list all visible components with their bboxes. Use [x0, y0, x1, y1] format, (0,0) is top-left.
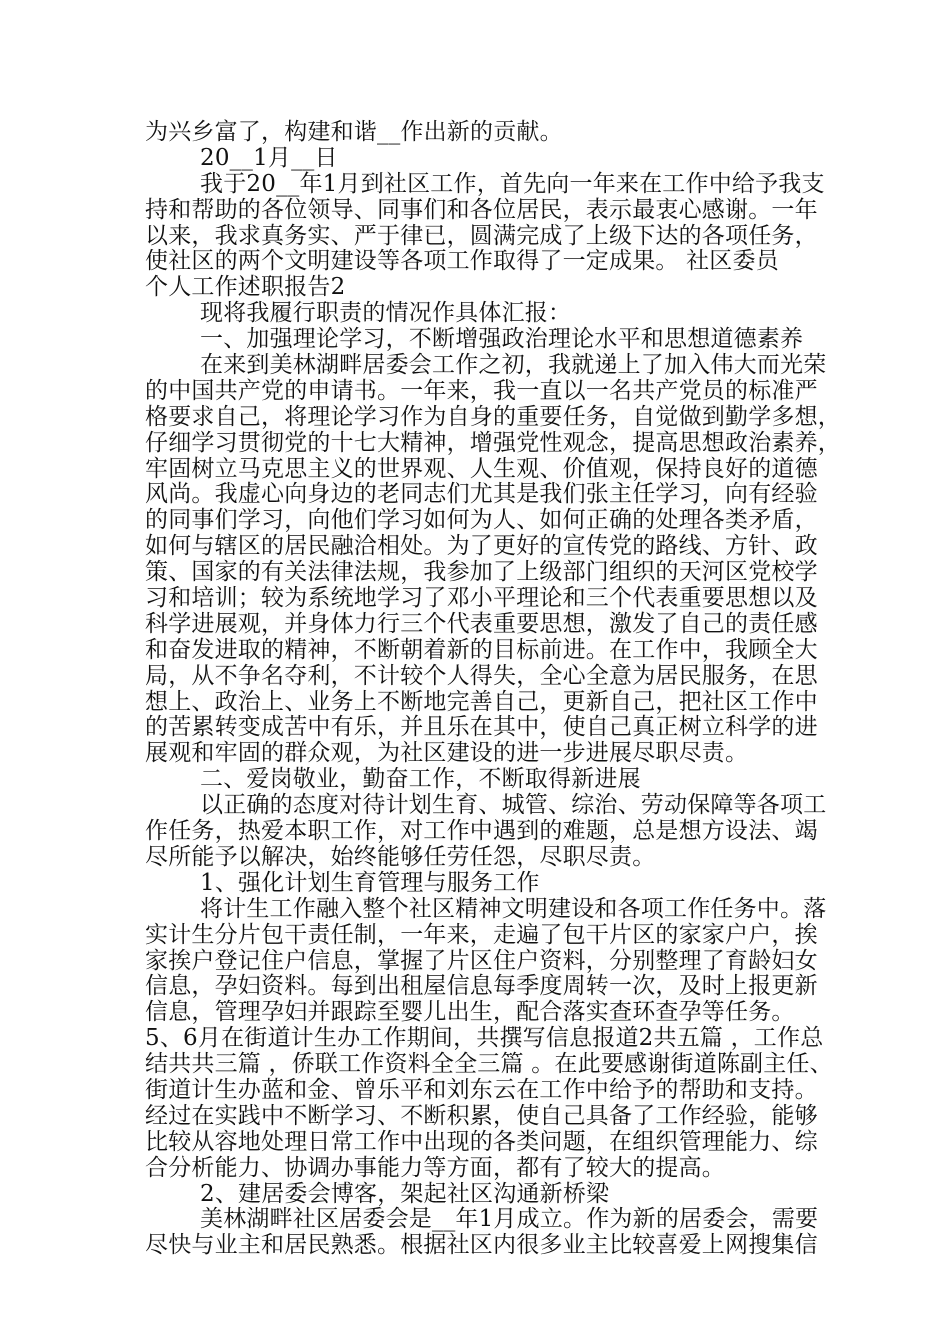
text-line: 20__1月__日 — [200, 144, 338, 171]
text-line: 策、国家的有关法律法规，我参加了上级部门组织的天河区党校学 — [145, 559, 818, 586]
text-line: 个人工作述职报告2 — [145, 274, 346, 301]
text-line: 经过在实践中不断学习、不断积累，使自己具备了工作经验，能够 — [145, 1102, 818, 1129]
text-line: 尽快与业主和居民熟悉。根据社区内很多业主比较喜爱上网搜集信 — [145, 1232, 818, 1259]
text-line: 使社区的两个文明建设等各项工作取得了一定成果。 社区委员 — [145, 248, 779, 275]
text-line: 牢固树立马克思主义的世界观、人生观、价值观，保持良好的道德 — [145, 455, 818, 482]
text-line: 的中国共产党的申请书。一年来，我一直以一名共产党员的标准严 — [145, 377, 818, 404]
text-line: 家挨户登记住户信息，掌握了片区住户资料，分别整理了育龄妇女 — [145, 947, 818, 974]
text-line: 5、6月在街道计生办工作期间，共撰写信息报道2共五篇 ，工作总 — [145, 1025, 824, 1052]
text-line: 想上、政治上、业务上不断地完善自己，更新自己，把社区工作中 — [145, 688, 818, 715]
text-line: 合分析能力、协调办事能力等方面，都有了较大的提高。 — [145, 1154, 725, 1181]
text-line: 一、加强理论学习，不断增强政治理论水平和思想道德素养 — [200, 326, 804, 353]
text-line: 为兴乡富了，构建和谐__作出新的贡献。 — [145, 119, 563, 145]
text-line: 格要求自己，将理论学习作为自身的重要任务，自觉做到勤学多想， — [145, 403, 841, 430]
text-line: 以正确的态度对待计划生育、城管、综治、劳动保障等各项工 — [200, 792, 827, 819]
text-line: 和奋发进取的精神，不断朝着新的目标前进。在工作中，我顾全大 — [145, 636, 818, 663]
text-line: 信息，管理孕妇并跟踪至婴儿出生，配合落实查环查孕等任务。 — [145, 999, 795, 1026]
text-line: 美林湖畔社区居委会是__年1月成立。作为新的居委会，需要 — [200, 1206, 819, 1233]
text-line: 以来，我求真务实、严于律已，圆满完成了上级下达的各项任务， — [145, 222, 818, 249]
text-line: 作任务，热爱本职工作，对工作中遇到的难题，总是想方设法、竭 — [145, 818, 818, 845]
text-line: 尽所能予以解决，始终能够任劳任怨，尽职尽责。 — [145, 843, 656, 870]
text-line: 现将我履行职责的情况作具体汇报： — [200, 300, 572, 327]
text-line: 将计生工作融入整个社区精神文明建设和各项工作任务中。落 — [200, 895, 827, 922]
text-line: 仔细学习贯彻党的十七大精神，增强党性观念，提高思想政治素养， — [145, 429, 841, 456]
text-line: 2、建居委会博客，架起社区沟通新桥梁 — [200, 1180, 610, 1207]
text-line: 比较从容地处理日常工作中出现的各类问题，在组织管理能力、综 — [145, 1128, 818, 1155]
text-line: 在来到美林湖畔居委会工作之初，我就递上了加入伟大而光荣 — [200, 352, 827, 379]
text-line: 1、强化计划生育管理与服务工作 — [200, 869, 540, 896]
text-line: 街道计生办蓝和金、曾乐平和刘东云在工作中给予的帮助和支持。 — [145, 1076, 818, 1103]
text-line: 局，从不争名夺利，不计较个人得失，全心全意为居民服务，在思 — [145, 662, 818, 689]
text-line: 的同事们学习，向他们学习如何为人、如何正确的处理各类矛盾， — [145, 507, 818, 534]
text-line: 科学进展观，并身体力行三个代表重要思想，激发了自己的责任感 — [145, 610, 818, 637]
text-line: 结共共三篇 ，侨联工作资料全全三篇 。在此要感谢街道陈副主任、 — [145, 1051, 833, 1078]
text-line: 我于20__年1月到社区工作，首先向一年来在工作中给予我支 — [200, 170, 825, 197]
text-line: 实计生分片包干责任制，一年来，走遍了包干片区的家家户户，挨 — [145, 921, 818, 948]
text-line: 如何与辖区的居民融洽相处。为了更好的宣传党的路线、方针、政 — [145, 533, 818, 560]
text-line: 习和培训；较为系统地学习了邓小平理论和三个代表重要思想以及 — [145, 585, 818, 612]
document-page — [145, 119, 841, 1259]
text-line: 风尚。我虚心向身边的老同志们尤其是我们张主任学习，向有经验 — [145, 481, 818, 508]
text-line: 持和帮助的各位领导、同事们和各位居民，表示最衷心感谢。一年 — [145, 196, 818, 223]
text-line: 的苦累转变成苦中有乐，并且乐在其中，使自己真正树立科学的进 — [145, 714, 818, 741]
text-line: 展观和牢固的群众观，为社区建设的进一步进展尽职尽责。 — [145, 740, 749, 767]
text-line: 二、爱岗敬业，勤奋工作，不断取得新进展 — [200, 766, 641, 793]
text-line: 信息，孕妇资料。每到出租屋信息每季度周转一次，及时上报更新 — [145, 973, 818, 1000]
